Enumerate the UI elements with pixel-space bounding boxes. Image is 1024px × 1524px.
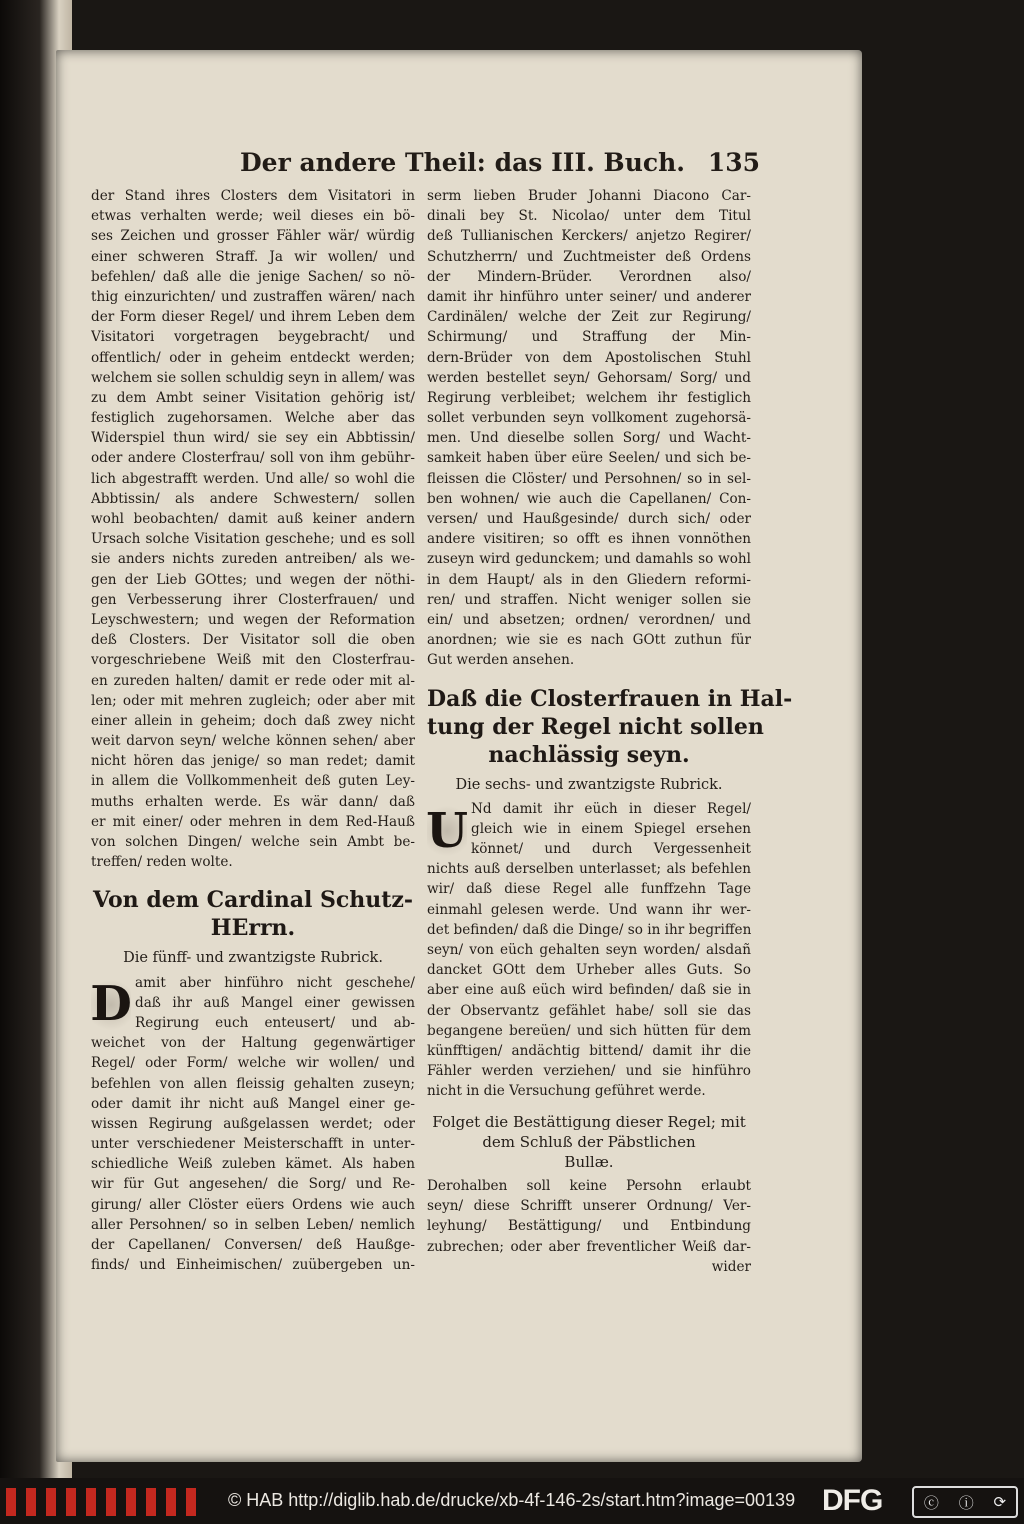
heading-line: HErrn. bbox=[210, 915, 296, 942]
page-number: 135 bbox=[707, 148, 760, 177]
text-line: einer allein in geheim; doch daß zwey nicht bbox=[91, 712, 415, 729]
text-line: vorgeschriebene Weiß mit den Closterfrau- bbox=[91, 652, 415, 669]
left-column bbox=[91, 186, 415, 1275]
text-line: nicht hören das jenige/ so man redet; damit bbox=[91, 753, 415, 770]
text-line: Cardinälen/ welche der Zeit zur Regirung/ bbox=[427, 309, 751, 326]
text-line: seyn/ diese Schrifft unserer Ordnung/ Ver- bbox=[427, 1198, 751, 1215]
text-line: weit darvon seyn/ welche können sehen/ aber bbox=[91, 733, 415, 750]
text-line: einer schweren Straff. Ja wir wollen/ und bbox=[91, 248, 415, 265]
dropcap-u: U bbox=[427, 801, 467, 861]
text-line: wir/ daß diese Regel alle funffzehn Tage bbox=[427, 881, 751, 898]
text-line: thig einzurichten/ und zustraffen wären/ nach bbox=[91, 288, 415, 305]
text-line: nicht in die Versuchung geführet werde. bbox=[427, 1083, 706, 1100]
text-line: ren/ und straffen. Nicht weniger sollen sie bbox=[427, 591, 751, 608]
right-column bbox=[426, 186, 793, 1277]
right-text-block-top bbox=[427, 186, 751, 671]
text-line: könnet/ und durch Vergessenheit bbox=[471, 841, 751, 858]
text-line: werden bestellet seyn/ Gehorsam/ Sorg/ und bbox=[427, 369, 751, 386]
text-line: andere visitiren; so offt es ihnen vonnöthen bbox=[427, 531, 751, 548]
section-heading-closterfrauen bbox=[427, 685, 793, 769]
text-line: festiglich zugehorsamen. Welche aber das bbox=[91, 410, 415, 427]
text-line: in allem die Vollkommenheit deß guten Ley- bbox=[91, 773, 415, 790]
text-line: Visitatori vorgetragen beygebracht/ und bbox=[91, 329, 415, 346]
text-line: seyn/ von eüch gehalten seyn worden/ alsdañ bbox=[427, 942, 751, 959]
text-line: gen der Lieb GOttes; und wegen der nöthi- bbox=[91, 571, 415, 588]
text-line: welchem sie sollen schuldig seyn in allem/ was bbox=[91, 369, 415, 386]
text-line: einmahl gelesen werde. Und wann ihr wer- bbox=[427, 901, 751, 918]
dfg-logo: DFG bbox=[822, 1484, 883, 1517]
dropcap-lines-left bbox=[91, 973, 415, 1034]
heading-line: Von dem Cardinal Schutz- bbox=[92, 887, 414, 914]
text-line: daß ihr auß Mangel einer gewissen bbox=[135, 994, 415, 1011]
text-line: men. Und dieselbe sollen Sorg/ und Wacht- bbox=[427, 430, 751, 447]
text-line: wohl beobachten/ damit auß keiner andern bbox=[91, 511, 415, 527]
running-head-title: Der andere Theil: das III. Buch. bbox=[240, 148, 685, 177]
text-line: offentlich/ oder in geheim entdeckt werden; bbox=[91, 349, 415, 366]
text-line: muths erhalten werde. Es wär dann/ daß bbox=[91, 793, 415, 810]
text-line: lich abgestrafft werden. Und alle/ so wohl die bbox=[91, 470, 415, 487]
text-line: oder damit ihr nicht auß Mangel einer ge- bbox=[91, 1095, 415, 1112]
text-line: Schutzherrn/ und Zuchtmeister deß Ordens bbox=[427, 248, 751, 265]
text-line: befehlen/ daß alle die jenige Sachen/ so nö- bbox=[91, 268, 415, 285]
text-line: der Observantz gefählet habe/ soll sie das bbox=[427, 1002, 751, 1019]
text-line: leyhung/ Bestättigung/ und Entbindung bbox=[427, 1218, 751, 1235]
text-line: sollet verbunden seyn vollkoment zugehorsä- bbox=[427, 410, 751, 427]
text-line: künfftigen/ andächtig bittend/ damit ihr die bbox=[427, 1042, 751, 1059]
right-text-block-middle bbox=[427, 859, 751, 1101]
text-line: girung/ aller Clöster eüers Ordens wie auch bbox=[91, 1196, 415, 1213]
catchword: wider bbox=[711, 1258, 751, 1275]
text-line: ses Zeichen und grosser Fähler wär/ würdig bbox=[91, 228, 415, 245]
closing-heading-line: dem Schluß der Päbstlichen bbox=[482, 1132, 696, 1151]
text-line: len; oder mit mehren zugleich; oder aber mit bbox=[91, 692, 415, 709]
text-line: Fähler werden verziehen/ und sie hinführo bbox=[427, 1063, 751, 1080]
text-line: Schirmung/ und Straffung der Min- bbox=[427, 329, 751, 346]
closing-heading bbox=[427, 1112, 751, 1173]
left-text-block-bottom bbox=[91, 1033, 415, 1275]
dropcap-d: D bbox=[91, 975, 131, 1035]
rubric-26: Die sechs- und zwantzigste Rubrick. bbox=[455, 776, 723, 793]
text-line: amit aber hinführo nicht geschehe/ bbox=[135, 974, 415, 991]
rubric-25: Die fünff- und zwantzigste Rubrick. bbox=[123, 950, 383, 967]
text-line: samkeit haben über eüre Seelen/ und sich be- bbox=[427, 450, 751, 467]
text-line: Ursach solche Visitation geschehe; und es soll bbox=[91, 531, 415, 548]
text-line: zuseyn wird gedunckem; und damahls so wohl bbox=[427, 551, 751, 568]
text-line: serm lieben Bruder Johanni Diacono Car- bbox=[427, 188, 751, 204]
text-line: schiedliche Weiß zuleben kämet. Als haben bbox=[91, 1156, 415, 1173]
text-line: versen/ und Haußgesinde/ durch sich/ oder bbox=[427, 511, 751, 527]
closing-heading-line: Bullæ. bbox=[564, 1152, 614, 1171]
text-line: zubrechen; oder aber freventlicher Weiß dar- bbox=[427, 1238, 751, 1255]
text-line: zu dem Ambt seiner Visitation gehörig ist/ bbox=[91, 389, 415, 406]
text-line: begangene bereüen/ und sich hütten für dem bbox=[427, 1022, 751, 1039]
text-line: Derohalben soll keine Persohn erlaubt bbox=[427, 1178, 751, 1195]
text-line: gleich wie in einem Spiegel ersehen bbox=[471, 820, 751, 837]
text-line: deß Closters. Der Visitator soll die oben bbox=[91, 632, 415, 649]
text-line: der Form dieser Regel/ und ihrem Leben dem bbox=[91, 309, 415, 326]
text-line: der Mindern-Brüder. Verordnen also/ bbox=[427, 268, 751, 285]
text-line: er mit einer/ oder mehren in dem Red-Hauß bbox=[91, 813, 415, 830]
text-line: det befinden/ daß die Dinge/ so in ihr begriffen bbox=[427, 921, 751, 938]
text-line: Widerspiel thun wird/ sie sey ein Abbtissin/ bbox=[91, 430, 415, 447]
text-line: weichet von der Haltung gegenwärtiger bbox=[91, 1035, 415, 1052]
right-text-block-bottom bbox=[427, 1176, 751, 1257]
text-line: aber eine auß eüch wird befinden/ daß sie in bbox=[427, 982, 751, 999]
text-line: etwas verhalten werde; weil dieses ein bö- bbox=[91, 208, 415, 225]
text-line: wissen Regirung außgelassen werdet; oder bbox=[91, 1115, 415, 1132]
dropcap-paragraph-left bbox=[91, 973, 415, 1034]
text-line: fleissen die Clöster/ und Persohnen/ so in sel- bbox=[427, 470, 751, 487]
text-line: Regirung euch enteusert/ und ab- bbox=[135, 1014, 415, 1031]
text-line: von solchen Dingen/ welche sein Ambt be- bbox=[91, 834, 415, 850]
text-line: Abbtissin/ als andere Schwestern/ sollen bbox=[91, 490, 415, 507]
text-line: en zureden halten/ damit er rede oder mit al- bbox=[91, 672, 415, 689]
section-heading-cardinal bbox=[91, 886, 415, 942]
text-line: dancket GOtt dem Urheber alles Guts. So bbox=[427, 962, 751, 979]
text-line: Nd damit ihr eüch in dieser Regel/ bbox=[471, 800, 751, 817]
text-line: befehlen von allen fleissig gehalten zuseyn; bbox=[91, 1075, 415, 1092]
text-line: dern-Brüder von dem Apostolischen Stuhl bbox=[427, 349, 751, 366]
text-line: ein/ und absetzen; ordnen/ verordnen/ und bbox=[427, 611, 751, 628]
text-line: in dem Haupt/ als in den Gliedern reformi- bbox=[427, 571, 751, 588]
text-line: anordnen; wie sie es nach GOtt zuthun für bbox=[427, 632, 751, 649]
text-line: sie anders nichts zureden antreiben/ als we- bbox=[91, 551, 415, 568]
footer-bar bbox=[0, 1478, 1024, 1524]
left-text-block-top bbox=[91, 186, 415, 872]
heading-line: Daß die Closterfrauen in Hal- bbox=[427, 685, 793, 712]
text-line: oder andere Closterfrau/ soll von ihm gebühr- bbox=[91, 450, 415, 467]
dropcap-paragraph-right bbox=[427, 799, 751, 860]
heading-line: tung der Regel nicht sollen bbox=[427, 713, 764, 740]
text-line: dinali bey St. Nicolao/ unter dem Titul bbox=[427, 208, 751, 225]
heading-line: nachlässig seyn. bbox=[488, 741, 690, 768]
running-head bbox=[240, 148, 760, 178]
cc-by-sa-icon[interactable]: ⓒ ⓘ ⟳ bbox=[912, 1486, 1018, 1518]
text-line: ben wohnen/ wie auch die Capellanen/ Con- bbox=[427, 490, 751, 507]
text-line: Gut werden ansehen. bbox=[427, 652, 575, 669]
text-line: wir für Gut angesehen/ die Sorg/ und Re- bbox=[91, 1176, 415, 1193]
text-line: der Stand ihres Closters dem Visitatori in bbox=[91, 188, 415, 204]
hab-logo-icon bbox=[6, 1488, 196, 1516]
text-line: Regel/ oder Form/ welche wir wollen/ und bbox=[91, 1055, 415, 1072]
text-line: der Capellanen/ Conversen/ deß Haußge- bbox=[91, 1237, 415, 1254]
text-line: aller Persohnen/ so in selben Leben/ nemlich bbox=[91, 1216, 415, 1233]
text-line: Leyschwestern; und wegen der Reformation bbox=[91, 611, 415, 628]
text-line: deß Tullianischen Kerckers/ anjetzo Regirer/ bbox=[427, 228, 751, 245]
text-line: Regirung verbleibet; welchem ihr festiglich bbox=[427, 389, 751, 406]
text-line: unter verschiedener Meisterschafft in unter- bbox=[91, 1136, 415, 1153]
closing-heading-line: Folget die Bestättigung dieser Regel; mit bbox=[432, 1112, 746, 1131]
dropcap-lines-right bbox=[427, 799, 751, 860]
text-line: gen Verbesserung ihrer Closterfrauen/ und bbox=[91, 591, 415, 608]
text-line: treffen/ reden wolte. bbox=[91, 854, 233, 871]
text-line: nichts auß derselben unterlasset; als befehlen bbox=[427, 861, 751, 878]
copyright-link[interactable]: © HAB http://diglib.hab.de/drucke/xb-4f-146-2s/start.htm?image=00139 bbox=[228, 1490, 796, 1510]
text-line: damit ihr hinführo unter seiner/ und anderer bbox=[427, 288, 751, 305]
text-line: finds/ und Einheimischen/ zuübergeben un- bbox=[91, 1257, 415, 1274]
